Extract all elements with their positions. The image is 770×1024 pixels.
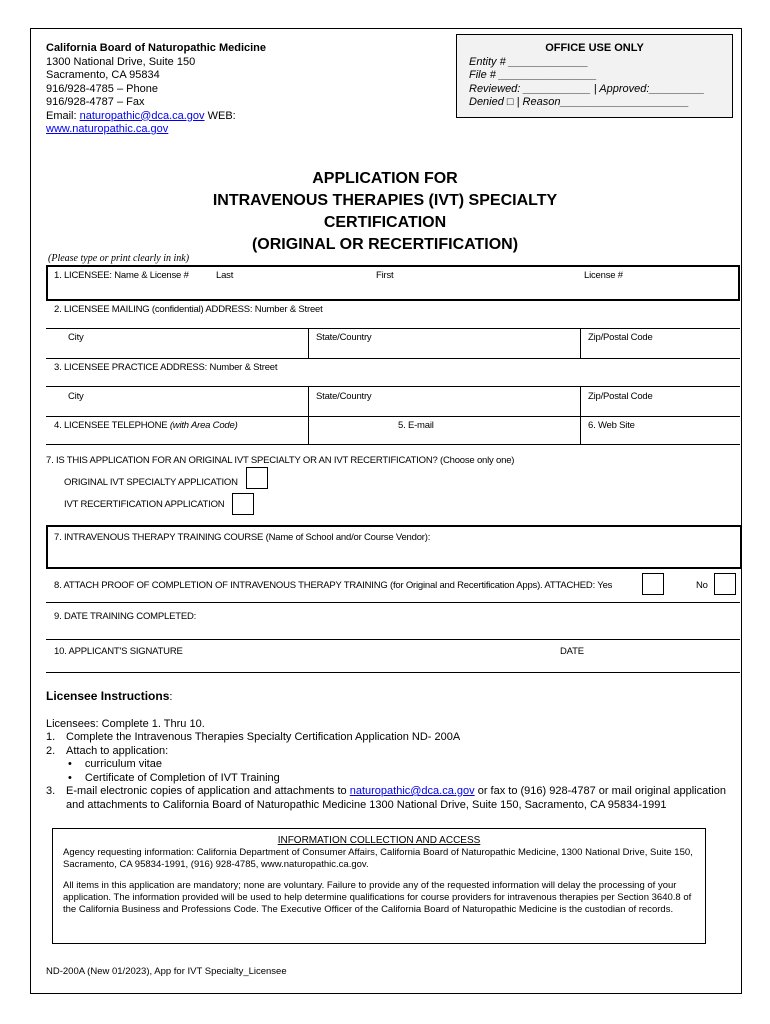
attached-no-checkbox[interactable] [714,573,736,595]
bullet-item: • Certificate of Completion of IVT Training [68,771,280,784]
instruction-step-1: 1. Complete the Intravenous Therapies Specialty Certification Application ND- 200A [46,731,461,743]
denied-checkbox-icon: □ [506,96,514,108]
office-entity: Entity # _____________ [469,55,589,68]
bullet-icon: • [68,771,72,784]
field-3-label: 3. LICENSEE PRACTICE ADDRESS: Number & Street [54,362,278,373]
email-link[interactable]: naturopathic@dca.ca.gov [79,109,205,122]
office-use-title: OFFICE USE ONLY [545,42,644,54]
bullet-icon: • [68,758,72,770]
licensee-instructions: Licensee Instructions: Licensees: Complete 1. Thru 10. 1. Complete the Intravenous Therapies Specialty Certification Application ND- 200A 2. Attach to application: • curriculum vitae • Certificate of Completion of IVT Training 3. E-mail electronic copies of application and attachments to naturopathic@dca.ca.gov or fax to (916) 928-4787 or mail original application and attachments to California Board of Naturopathic Medicine 1300 National Drive, Suite 150, Sacramento, CA 95834-1991 [46,690,736,812]
web-label: WEB: [207,109,236,122]
field-8-label: 8. ATTACH PROOF OF COMPLETION OF INTRAVENOUS THERAPY TRAINING (for Original and Recertification Apps). ATTACHED: Yes [54,580,613,591]
field-5-label: 5. E-mail [398,420,434,431]
field-3-state: State/Country [316,391,372,402]
office-reviewed: Reviewed: ___________ | Approved:_________ [469,82,705,95]
information-collection-box [52,828,706,944]
q7-option-original: ORIGINAL IVT SPECIALTY APPLICATION [64,477,238,488]
phone: 916/928-4785 – Phone [46,82,158,95]
instructions-intro: Licensees: Complete 1. Thru 10. [46,717,205,730]
field-2-label: 2. LICENSEE MAILING (confidential) ADDRESS: Number & Street [54,304,323,315]
field-2-zip: Zip/Postal Code [588,332,653,343]
field-6-label: 6. Web Site [588,420,635,431]
field-3-city: City [68,391,84,402]
office-use-box [456,34,733,118]
q7-option-recert: IVT RECERTIFICATION APPLICATION [64,499,225,510]
instruction-step-2: 2. Attach to application: [46,744,169,757]
field-7b-label: 7. INTRAVENOUS THERAPY TRAINING COURSE (Name of School and/or Course Vendor): [54,532,431,543]
address-line-2: Sacramento, CA 95834 [46,69,160,81]
email-label: Email: [46,109,77,122]
field-1-last: Last [216,270,234,281]
office-denied: Denied □ | Reason_____________________ [469,96,689,108]
instructions-email-link[interactable]: naturopathic@dca.ca.gov [349,785,475,797]
bullet-item: • curriculum vitae [68,758,162,770]
q7-original-checkbox[interactable] [246,467,268,489]
address-line-1: 1300 National Drive, Suite 150 [46,55,196,68]
info-paragraph-2: All items in this application are mandatory; none are voluntary. Failure to provide any of the requested information will delay the processing of your application. The information provided will be used to help determine qualifications for course providers for intravenous therapies per Section 3640.8 of the California Business and Professions Code. The Executive Officer of the California Board of Naturopathic Medicine is the custodian of records. [63,880,692,915]
field-10-label: 10. APPLICANT'S SIGNATURE [54,646,183,657]
instruction-step-3: 3. E-mail electronic copies of application and attachments to naturopathic@dca.ca.gov or fax to (916) 928-4787 or mail original application and attachments to California Board of Naturopathic Medicine 1300 National Drive, Suite 150, Sacramento, CA 95834-1991 [46,785,726,811]
web-link[interactable]: www.naturopathic.ca.gov [46,123,169,135]
field-10-date: DATE [560,646,584,657]
email-line [46,110,266,124]
field-1-label: 1. LICENSEE: Name & License # [54,270,189,281]
field-1-license: License # [584,270,623,281]
fax: 916/928-4787 – Fax [46,96,145,108]
attached-yes-checkbox[interactable] [642,573,664,595]
print-hint: (Please type or print clearly in ink) [48,253,190,264]
info-heading: INFORMATION COLLECTION AND ACCESS [277,835,481,846]
field-2-state: State/Country [316,332,372,343]
question-7-label: 7. IS THIS APPLICATION FOR AN ORIGINAL IVT SPECIALTY OR AN IVT RECERTIFICATION? (Choose only one) [46,455,515,466]
field-3-zip: Zip/Postal Code [588,391,653,402]
org-name: California Board of Naturopathic Medicine [46,42,267,54]
office-file: File # ________________ [469,69,597,81]
board-contact-block [46,42,266,137]
document-title: APPLICATION FOR INTRAVENOUS THERAPIES (IVT) SPECIALTY CERTIFICATION (ORIGINAL OR RECERTIFICATION) [212,170,558,253]
field-9-label: 9. DATE TRAINING COMPLETED: [54,611,197,622]
footer-form-id: ND-200A (New 01/2023), App for IVT Specialty_Licensee [46,966,287,977]
field-1-first: First [376,270,394,281]
instructions-heading: Licensee Instructions [46,689,170,703]
q7-recert-checkbox[interactable] [232,493,254,515]
attached-no-label: No [696,580,708,591]
info-paragraph-1: Agency requesting information: California Department of Consumer Affairs, California Board of Naturopathic Medicine, 1300 National Drive, Suite 150, Sacramento, CA 95834-1991, (916) 928-4785, www.naturopathic.ca.gov. [63,847,693,870]
field-4-label: 4. LICENSEE TELEPHONE (with Area Code) [54,420,238,431]
field-2-city: City [68,332,84,343]
